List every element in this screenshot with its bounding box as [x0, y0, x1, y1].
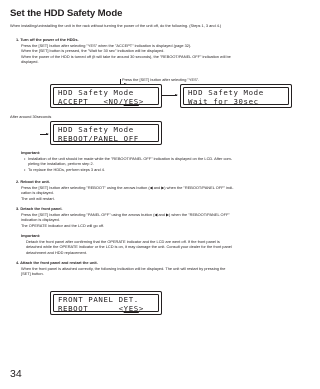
after-arrow: [40, 134, 48, 135]
page-number: 34: [10, 368, 22, 380]
step1-line: When the power of the HDD is turned off (it will take for around 30 seconds), the "REBOOT/PANEL OFF" indication will be: [21, 53, 231, 59]
step1-body: [21, 43, 283, 64]
lcd-line-2: REBOOT <YES>: [58, 303, 144, 313]
important2-body: [26, 239, 286, 255]
step1-line: When the [SET] button is pressed, the "Wait for 30 sec" indication will be displayed.: [21, 48, 165, 54]
step2-line: The unit will restart.: [21, 195, 55, 201]
step2-line: cation is displayed.: [21, 190, 54, 196]
step3-line: Press the [SET] button after selecting "PANEL OFF" using the arrows button (◀ and ▶) when the "REBOOT/PANEL OFF": [21, 212, 230, 217]
bullet-item: • Installation of the unit should be made while the "REBOOT/PANEL OFF" indication is displayed on the LCD. After com- pleting the installation, perform step 2.: [24, 156, 233, 167]
lcd-line-1: HDD Safety Mode: [188, 88, 264, 97]
lcd-line-1: FRONT PANEL DET.: [58, 295, 139, 304]
lcd-line-1: HDD Safety Mode: [58, 125, 134, 134]
lcd-display-wait: [180, 84, 292, 108]
lcd-line-2: Wait for 30sec: [188, 96, 259, 106]
step3-line: indication is displayed.: [21, 217, 60, 223]
step3-heading: 3. Detach the front panel.: [16, 206, 63, 211]
lcd-display-reboot: [50, 121, 162, 145]
important2-line: detachment and HDD replacement.: [26, 249, 87, 255]
yes-selected: YES: [123, 303, 139, 313]
lcd-display-accept: [50, 84, 162, 108]
step4-line: [SET] button.: [21, 271, 44, 277]
lcd-line-2: ACCEPT <NO/YES>: [58, 96, 144, 106]
step1-line: Press the [SET] button after selecting "YES" when the "ACCEPT" indication is displayed (page 32).: [21, 43, 192, 48]
step1-line: displayed.: [21, 58, 39, 64]
bullet-icon: •: [24, 167, 26, 172]
lcd-line-1: HDD Safety Mode: [58, 88, 134, 97]
intro-text: When installing/uninstalling the unit in the rack without turning the power of the unit off, do the following. (Steps 1, 3 and 4.): [10, 23, 222, 28]
after-caption: After around 30seconds: [10, 114, 52, 119]
step3-line: The OPERATE indicator and the LCD will go off.: [21, 222, 105, 228]
important-label: Important:: [21, 233, 41, 238]
step3-body: [21, 212, 283, 228]
yes-selected: YES: [123, 96, 139, 106]
step4-heading: 4. Attach the front panel and restart the unit.: [16, 260, 98, 265]
important-label: Important:: [21, 150, 41, 155]
lcd-display-front-panel: [50, 291, 162, 315]
important2-line: Detach the front panel after confirming that the OPERATE indicator and the LCD are went off. If the front panel is: [26, 239, 220, 244]
step2-line: Press the [SET] button after selecting "REBOOT" using the arrows button (◀ and ▶) when the "REBOOT/PANEL OFF" indi-: [21, 185, 234, 190]
flow-arrow: [161, 95, 177, 96]
page-title: Set the HDD Safety Mode: [10, 8, 123, 19]
step4-body: [21, 266, 283, 277]
step1-heading: 1. Turn off the power of the HDDs.: [16, 37, 79, 42]
step4-line: When the front panel is attached correctly, the following indication will be displayed. The unit will restart by pressing the: [21, 266, 226, 271]
bullet-icon: •: [24, 156, 26, 161]
press-caption: Press the [SET] button after selecting "YES".: [122, 77, 200, 82]
lcd-line-2: REBOOT/PANEL OFF: [58, 133, 139, 143]
step2-heading: 2. Reboot the unit.: [16, 179, 50, 184]
step2-body: [21, 185, 283, 201]
important2-line: detached while the OPERATE indicator or the LCD is on, it may damage the unit. Consult your dealer for the front panel: [26, 244, 232, 250]
bullet-item: • To replace the HDDs, perform steps 3 and 4.: [24, 167, 105, 172]
